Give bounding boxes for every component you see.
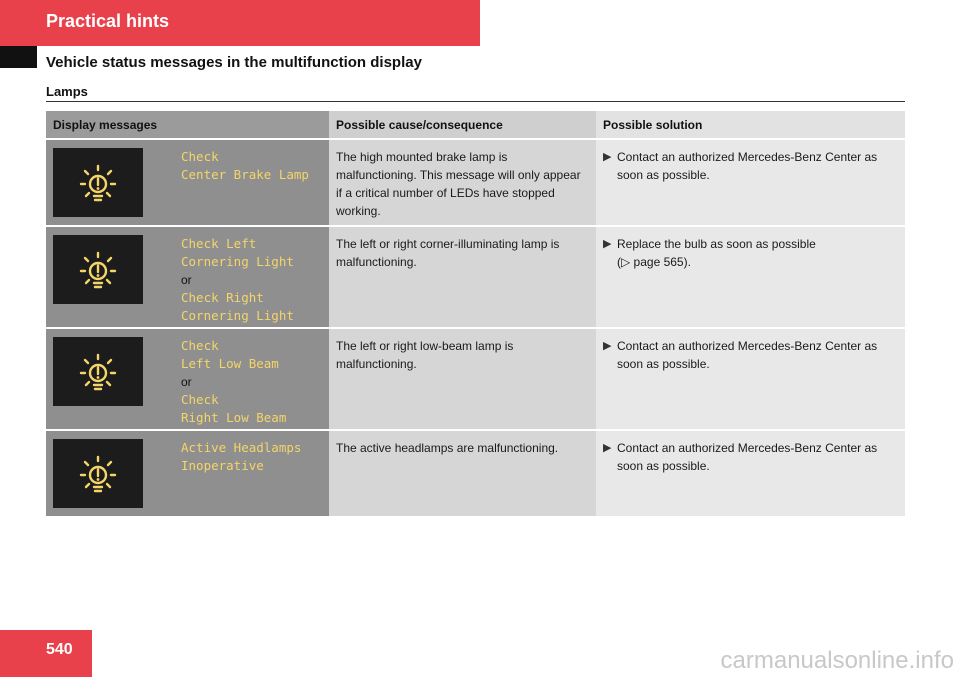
display-message-line: Cornering Light	[181, 254, 294, 269]
table-row	[46, 430, 905, 516]
page-number: 540	[46, 641, 73, 658]
solution-cell	[596, 430, 905, 516]
solution-cell	[596, 328, 905, 430]
display-message-line: Check	[181, 392, 219, 407]
cause-cell: The left or right corner-illuminating lamp is malfunctioning.	[329, 226, 596, 328]
solution-text: Contact an authorized Mercedes-Benz Center as soon as possible.	[617, 150, 878, 182]
display-screen	[53, 439, 143, 508]
display-message-text	[143, 439, 301, 516]
display-cell	[46, 139, 329, 226]
solution-text	[617, 235, 816, 271]
table-row	[46, 139, 905, 226]
chapter-title: Practical hints	[46, 11, 170, 31]
cause-cell: The left or right low-beam lamp is malfunctioning.	[329, 328, 596, 430]
display-screen	[53, 148, 143, 217]
display-message-text	[143, 148, 309, 225]
page-reference-link[interactable]: (▷ page 565).	[617, 255, 691, 269]
watermark: carmanualsonline.info	[720, 647, 954, 674]
display-screen	[53, 337, 143, 406]
display-message-line: Check Left	[181, 236, 257, 251]
or-separator: or	[181, 273, 192, 287]
table-header-row	[46, 111, 905, 139]
cause-cell: The high mounted brake lamp is malfunctioning. This message will only appear if a critical number of LEDs have stopped working.	[329, 139, 596, 226]
lamp-warning-icon	[78, 163, 118, 203]
display-message-text	[143, 235, 294, 325]
display-message-line: Inoperative	[181, 458, 264, 473]
solution-cell	[596, 139, 905, 226]
display-message-line: Check Right	[181, 290, 264, 305]
triangle-bullet-icon: ▶	[603, 442, 612, 454]
section-marker	[0, 46, 37, 68]
display-message-line: Right Low Beam	[181, 410, 287, 425]
status-message-table	[46, 111, 905, 516]
header-possible-solution: Possible solution	[596, 111, 905, 139]
display-screen	[53, 235, 143, 304]
triangle-bullet-icon: ▶	[603, 340, 612, 352]
display-message-line: Left Low Beam	[181, 356, 279, 371]
table-row	[46, 328, 905, 430]
lamp-warning-icon	[78, 454, 118, 494]
table-row	[46, 226, 905, 328]
header-possible-cause: Possible cause/consequence	[329, 111, 596, 139]
solution-text: Contact an authorized Mercedes-Benz Center as soon as possible.	[617, 441, 878, 473]
section-divider	[46, 101, 905, 102]
or-separator: or	[181, 375, 192, 389]
display-message-line: Check	[181, 149, 219, 164]
section-heading: Lamps	[46, 84, 88, 99]
triangle-bullet-icon: ▶	[603, 238, 612, 250]
display-message-line: Active Headlamps	[181, 440, 302, 455]
display-cell	[46, 226, 329, 328]
display-message-text	[143, 337, 286, 427]
page-subtitle: Vehicle status messages in the multifunction display	[46, 54, 422, 71]
chapter-tab	[0, 0, 480, 46]
solution-line: Replace the bulb as soon as possible	[617, 237, 816, 251]
display-cell	[46, 328, 329, 430]
display-message-line: Cornering Light	[181, 308, 294, 323]
triangle-bullet-icon: ▶	[603, 151, 612, 163]
display-message-line: Check	[181, 338, 219, 353]
solution-text: Contact an authorized Mercedes-Benz Center as soon as possible.	[617, 339, 878, 371]
page-number-tab	[0, 630, 92, 677]
solution-cell	[596, 226, 905, 328]
lamp-warning-icon	[78, 250, 118, 290]
display-cell	[46, 430, 329, 516]
header-display-messages: Display messages	[46, 111, 329, 139]
lamp-warning-icon	[78, 352, 118, 392]
cause-cell: The active headlamps are malfunctioning.	[329, 430, 596, 516]
display-message-line: Center Brake Lamp	[181, 167, 309, 182]
